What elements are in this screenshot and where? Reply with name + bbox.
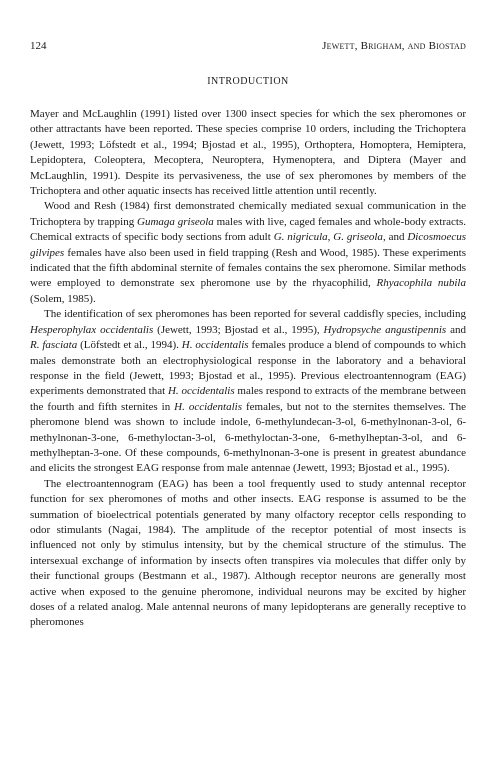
section-title: INTRODUCTION [207, 76, 289, 87]
italic-text: H. occidentalis [167, 385, 235, 398]
text-run: Wood and Resh (1984) first demonstrated chemically mediated sexual communication in the Trichoptera by trapping [30, 200, 466, 228]
text-run: and [446, 323, 466, 336]
paragraph [30, 477, 466, 631]
italic-text: Gumaga griseola [137, 215, 214, 228]
text-run: males with live, caged females and whole-body extracts. Chemical extracts of specific body sections from adult [30, 215, 466, 244]
text-run: males respond to extracts of the membrane between the fourth and fifth sternites in [30, 385, 466, 413]
text-run: The identification of sex pheromones has been reported for several caddisfly species, including [44, 308, 466, 321]
text-run: (Löfstedt et al., 1994). [77, 339, 182, 352]
text-run: , and [382, 231, 408, 244]
text-run: , [327, 231, 334, 244]
text-run: females produce a blend of compounds to which males demonstrate both an electrophysiological response in the laboratory and a behavioral response in the field (Jewett, 1993; Bjostad et al., 1995). Previous electroantennogram (EAG) experiments demonstrated that [30, 339, 466, 398]
text-run: females, but not to the sternites themselves. The pheromone blend was shown to include indole, 6-methylundecan-3-ol, 6-methylnonan-3-ol, 6-methylnonan-3-one, 6-methyloctan-3-ol, 6-methyloctan-3-one, 6-methylheptan-3-ol, and 6-methylheptan-3-one. Of these compounds, 6-methylnonan-3-one is present in greatest abundance and elicits the strongest EAG response from male antennae (Jewett, 1993; Bjostad et al., 1995). [30, 400, 466, 475]
paragraph [30, 307, 466, 476]
italic-text: G. nigricula [273, 231, 328, 244]
italic-text: H. occidentalis [181, 339, 249, 352]
paragraph [30, 107, 466, 199]
text-run: (Solem, 1985). [30, 292, 96, 305]
text-run: (Jewett, 1993; Bjostad et al., 1995), [153, 323, 324, 336]
italic-text: G. griseola [333, 231, 383, 244]
italic-text: R. fasciata [30, 339, 78, 352]
paragraph [30, 199, 466, 307]
text-run: females have also been used in field trapping (Resh and Wood, 1985). These experiments indicated that the fifth abdominal sternite of females contains the sex pheromone. Similar methods were employed to demonstrate sex pheromone use by the rhyacophilid, [30, 246, 466, 290]
italic-text: Rhyacophila nubila [376, 277, 466, 290]
running-head: Jewett, Brigham, and Biostad [322, 40, 466, 52]
italic-text: Hydropsyche angustipennis [323, 323, 447, 336]
page-number: 124 [30, 40, 47, 52]
body-text [30, 107, 466, 631]
text-run: Mayer and McLaughlin (1991) listed over 1300 insect species for which the sex pheromones or other attractants have been reported. These species comprise 10 orders, including the Trichoptera (Jewett, 1993; Löfstedt et al., 1994; Bjostad et al., 1995), Orthoptera, Homoptera, Hemiptera, Lepidoptera, Coleoptera, Mecoptera, Neuroptera, Hymenoptera, and Diptera (Mayer and McLaughlin, 1991). Despite its pervasiveness, the use of sex pheromones by members of the Trichoptera and other aquatic insects has received little attention until recently. [30, 108, 466, 198]
italic-text: Hesperophylax occidentalis [30, 323, 154, 336]
text-run: The electroantennogram (EAG) has been a tool frequently used to study antennal receptor function for sex pheromones of moths and other insects. EAG response is assumed to be the summation of bioelectrical potentials generated by many olfactory receptor cells responding to odor stimulants (Nagai, 1984). The amplitude of the receptor potential of most insects is influenced not only by stimulus intensity, but by the chemical structure of the stimulus. The intersexual exchange of information by insects often transpires via molecules that differ only by their functional groups (Bestmann et al., 1987). Although receptor neurons are generally most active when exposed to the genuine pheromone, individual neurons may be excited by higher doses of a related analog. Male antennal neurons of many lepidopterans are generally receptive to pheromones [30, 477, 466, 629]
italic-text: Dicosmoecus gilvipes [30, 231, 467, 259]
italic-text: H. occidentalis [174, 400, 242, 413]
